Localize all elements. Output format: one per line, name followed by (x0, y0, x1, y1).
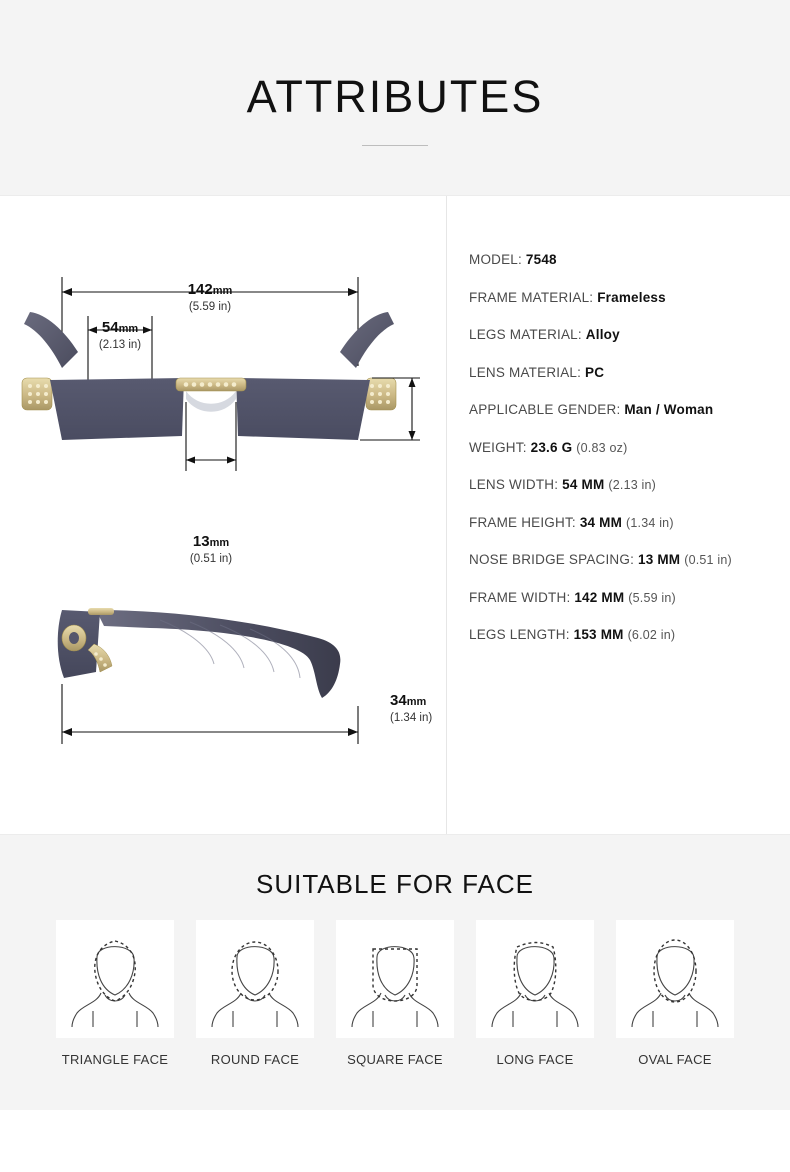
page-title: ATTRIBUTES (246, 71, 544, 122)
spec-value-nose-bridge: 13 MM (637, 552, 681, 567)
face-card-round (196, 920, 314, 1038)
face-item-triangle (45, 920, 185, 1067)
face-label-triangle: TRIANGLE FACE (61, 1052, 169, 1067)
frame-width-dimension (150, 280, 270, 314)
face-item-oval (605, 920, 745, 1067)
face-label-oval: OVAL FACE (638, 1052, 712, 1067)
faces-title: SUITABLE FOR FACE (255, 869, 534, 899)
face-label-square: SQUARE FACE (347, 1052, 443, 1067)
spec-label-lens-material: LENS MATERIAL: (469, 364, 582, 380)
bottom-strip (0, 1110, 790, 1172)
spec-value-lens-width: 54 MM (562, 477, 605, 492)
spec-label-lens-width: LENS WIDTH: (469, 477, 559, 492)
spec-label-legs-material: LEGS MATERIAL: (469, 327, 582, 342)
attributes-section (0, 196, 790, 834)
lens-width-value: 54 (101, 319, 119, 336)
spec-label-frame-height: FRAME HEIGHT: (469, 514, 576, 530)
square-face-icon (347, 927, 443, 1031)
face-label-long: LONG FACE (496, 1052, 574, 1067)
face-item-round (185, 920, 325, 1067)
spec-row-lens-width (469, 477, 790, 492)
spec-row-frame-width (469, 590, 790, 605)
nose-bridge-value: 13 (192, 533, 210, 550)
spec-row-lens-material (469, 365, 790, 380)
face-card-long (476, 920, 594, 1038)
suitable-for-face-section (0, 834, 790, 1172)
spec-value-frame-material: Frameless (597, 289, 666, 305)
face-card-square (336, 920, 454, 1038)
frame-height-unit: mm (406, 696, 427, 708)
triangle-face-icon (67, 927, 163, 1031)
long-face-icon (487, 927, 583, 1031)
spec-label-weight: WEIGHT: (469, 439, 527, 455)
spec-sub-nose-bridge: (0.51 in) (684, 553, 732, 567)
spec-list (446, 196, 790, 834)
spec-value-frame-width: 142 MM (574, 589, 625, 605)
spec-label-legs-length: LEGS LENGTH: (469, 627, 570, 642)
face-item-square (325, 920, 465, 1067)
product-diagram-column (0, 196, 446, 834)
frame-width-value: 142 (187, 281, 213, 298)
spec-row-frame-material (469, 290, 790, 305)
spec-row-nose-bridge (469, 552, 790, 567)
face-label-round: ROUND FACE (210, 1052, 300, 1067)
title-divider (362, 145, 428, 146)
spec-value-weight: 23.6 G (530, 439, 573, 455)
spec-sub-frame-width: (5.59 in) (628, 590, 676, 605)
oval-face-icon (627, 927, 723, 1031)
spec-row-model (469, 252, 790, 267)
spec-row-legs-material (469, 327, 790, 342)
spec-row-legs-length (469, 627, 790, 642)
spec-value-gender: Man / Woman (624, 402, 714, 417)
round-face-icon (207, 927, 303, 1031)
spec-label-frame-material: FRAME MATERIAL: (469, 289, 594, 305)
spec-value-frame-height: 34 MM (579, 514, 623, 530)
spec-value-legs-length: 153 MM (573, 627, 624, 642)
nose-bridge-unit: mm (209, 537, 230, 549)
spec-row-frame-height (469, 515, 790, 530)
frame-width-inch: (5.59 in) (188, 301, 232, 313)
spec-sub-weight: (0.83 oz) (576, 440, 628, 455)
lens-width-inch: (2.13 in) (98, 339, 142, 351)
page-header (0, 0, 790, 196)
spec-sub-lens-width: (2.13 in) (608, 478, 657, 492)
spec-value-legs-material: Alloy (585, 327, 620, 342)
spec-row-weight (469, 440, 790, 455)
spec-label-nose-bridge: NOSE BRIDGE SPACING: (469, 552, 635, 567)
spec-label-gender: APPLICABLE GENDER: (469, 402, 621, 417)
faces-row (0, 920, 790, 1067)
spec-value-lens-material: PC (585, 364, 605, 380)
face-item-long (465, 920, 605, 1067)
spec-row-gender (469, 402, 790, 417)
spec-sub-legs-length: (6.02 in) (627, 628, 676, 642)
nose-bridge-inch: (0.51 in) (189, 553, 233, 565)
face-card-triangle (56, 920, 174, 1038)
spec-label-frame-width: FRAME WIDTH: (469, 589, 571, 605)
frame-height-inch: (1.34 in) (390, 712, 433, 724)
lens-width-unit: mm (118, 323, 139, 335)
frame-height-value: 34 (390, 692, 407, 709)
spec-value-model: 7548 (525, 252, 557, 267)
side-view-diagram (0, 586, 446, 816)
frame-width-unit: mm (212, 285, 233, 297)
lens-width-dimension (62, 318, 178, 352)
spec-label-model: MODEL: (469, 252, 522, 267)
face-card-oval (616, 920, 734, 1038)
nose-bridge-dimension (151, 532, 271, 566)
spec-sub-frame-height: (1.34 in) (626, 515, 674, 530)
